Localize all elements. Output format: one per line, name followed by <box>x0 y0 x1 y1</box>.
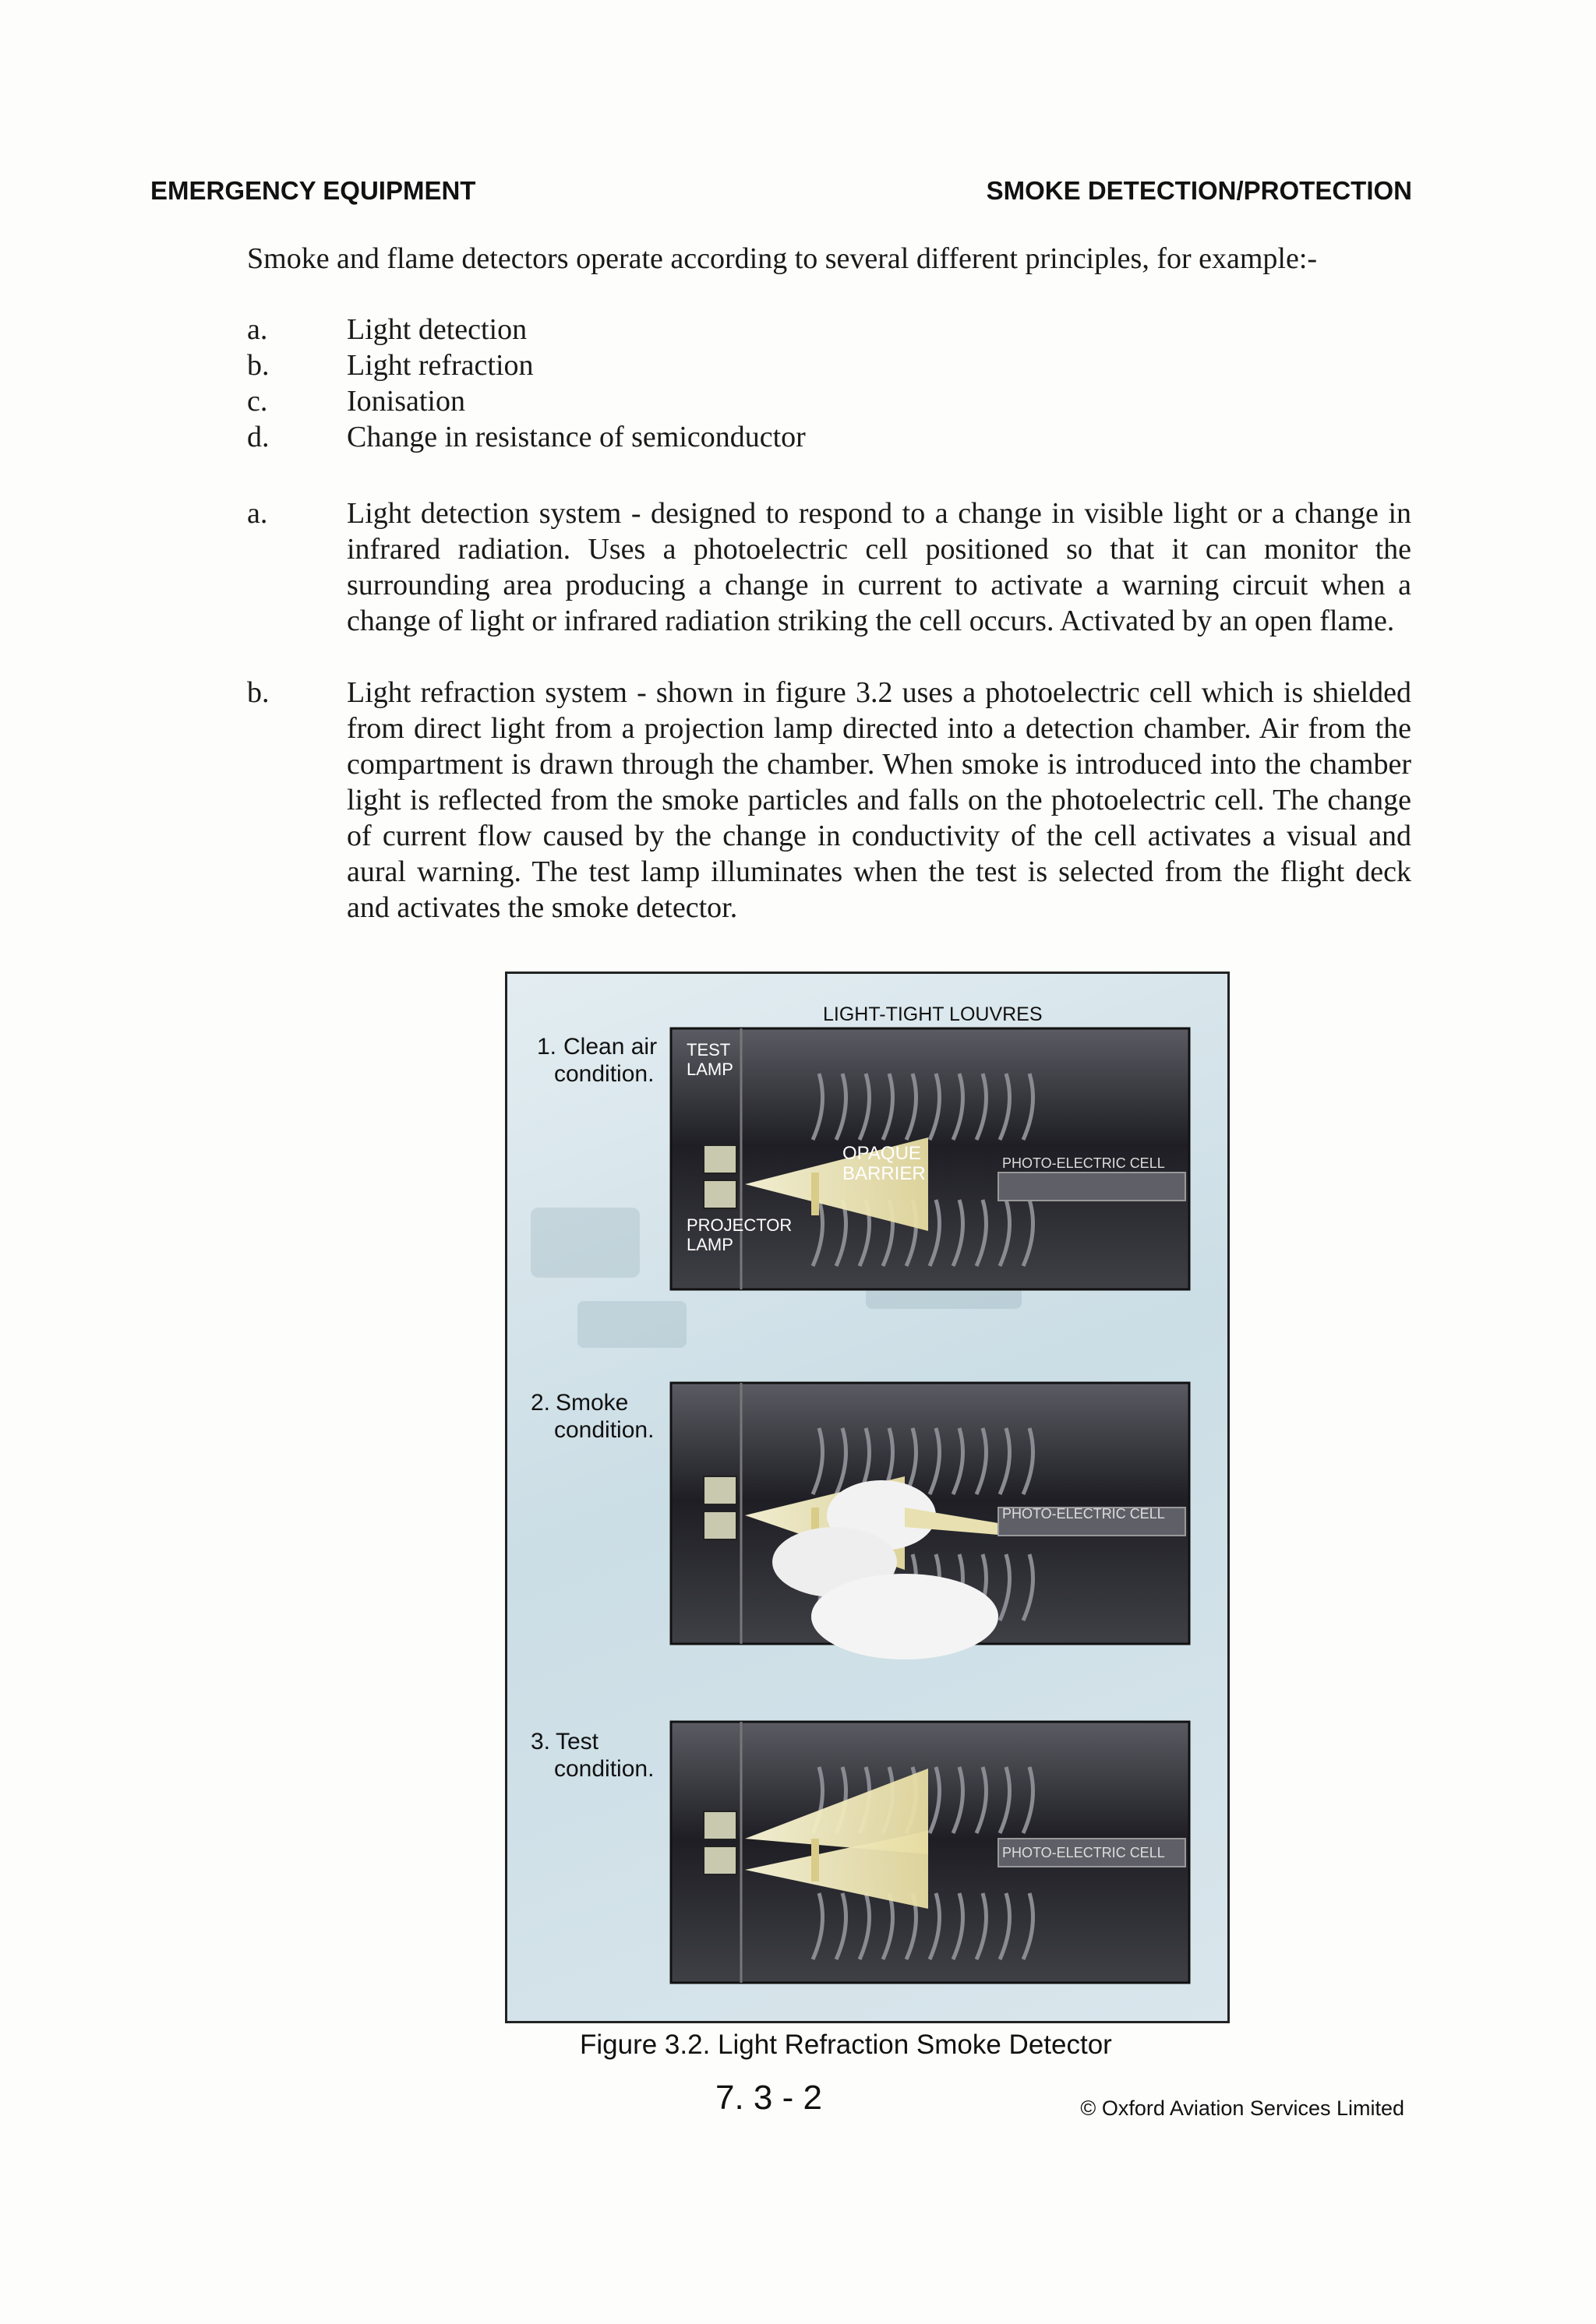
projector-label-1: PROJECTOR <box>687 1215 793 1235</box>
panel-1-line2: condition. <box>554 1061 655 1087</box>
list-marker: c. <box>247 385 268 418</box>
figure-smoke-detector <box>505 972 1230 2023</box>
paragraph-marker: b. <box>247 676 270 709</box>
panel-2-line2: condition. <box>554 1417 655 1443</box>
paragraph-marker: a. <box>247 497 268 530</box>
louvres-label: LIGHT-TIGHT LOUVRES <box>823 1003 1043 1025</box>
barrier-label-2: BARRIER <box>842 1163 926 1184</box>
page-number: 7. 3 - 2 <box>715 2079 822 2117</box>
panel-2-line1: Smoke <box>556 1390 629 1416</box>
paragraph-body: Light detection system - designed to respond to a change in visible light or a change in infrared radiation. Uses a photoelectric cell positioned so that it can monitor the surrounding area producing a change in current to activate a warning circuit when a change of light or infrared radiation striking the cell occurs. Activated by an open flame. <box>347 497 1411 637</box>
list-marker: b. <box>247 349 270 382</box>
header-left: EMERGENCY EQUIPMENT <box>150 176 476 205</box>
detector-illustration <box>507 974 1230 2023</box>
list-text: Change in resistance of semiconductor <box>347 421 806 453</box>
paragraph-body: Light refraction system - shown in figure 3.2 uses a photoelectric cell which is shielded from direct light from a projection lamp directed into a detection chamber. Air from the compartment is drawn through the chamber. When smoke is introduced into the chamber light is reflected from the smoke particles and falls on the photoelectric cell. The change of current flow caused by the change in conductivity of the cell activates a visual and aural warning. The test lamp illuminates when the test is selected from the flight deck and activates the smoke detector. <box>347 676 1411 924</box>
list-marker: d. <box>247 421 270 453</box>
list-marker: a. <box>247 313 268 346</box>
intro-text: Smoke and flame detectors operate according to several different principles, for example:- <box>247 242 1318 275</box>
barrier-label-1: OPAQUE <box>842 1143 921 1164</box>
panel-1-line1: Clean air <box>563 1034 658 1060</box>
panel-2-number: 2. <box>531 1390 551 1416</box>
copyright-notice: © Oxford Aviation Services Limited <box>1080 2097 1404 2120</box>
cell-label-3: PHOTO-ELECTRIC CELL <box>1002 1845 1165 1860</box>
cell-label-2: PHOTO-ELECTRIC CELL <box>1002 1506 1165 1522</box>
header-right: SMOKE DETECTION/PROTECTION <box>986 176 1412 205</box>
figure-caption: Figure 3.2. Light Refraction Smoke Detector <box>580 2030 1112 2060</box>
projector-label-2: LAMP <box>687 1235 733 1254</box>
list-text: Light detection <box>347 313 528 346</box>
test-lamp-label-2: LAMP <box>687 1060 733 1079</box>
panel-3-line2: condition. <box>554 1756 655 1782</box>
panel-3-line1: Test <box>556 1729 599 1754</box>
list-text: Light refraction <box>347 349 534 382</box>
panel-1-number: 1. <box>537 1034 557 1060</box>
panel-3-number: 3. <box>531 1729 551 1754</box>
test-lamp-label-1: TEST <box>687 1040 731 1060</box>
cell-label-1: PHOTO-ELECTRIC CELL <box>1002 1155 1165 1171</box>
list-text: Ionisation <box>347 385 465 418</box>
